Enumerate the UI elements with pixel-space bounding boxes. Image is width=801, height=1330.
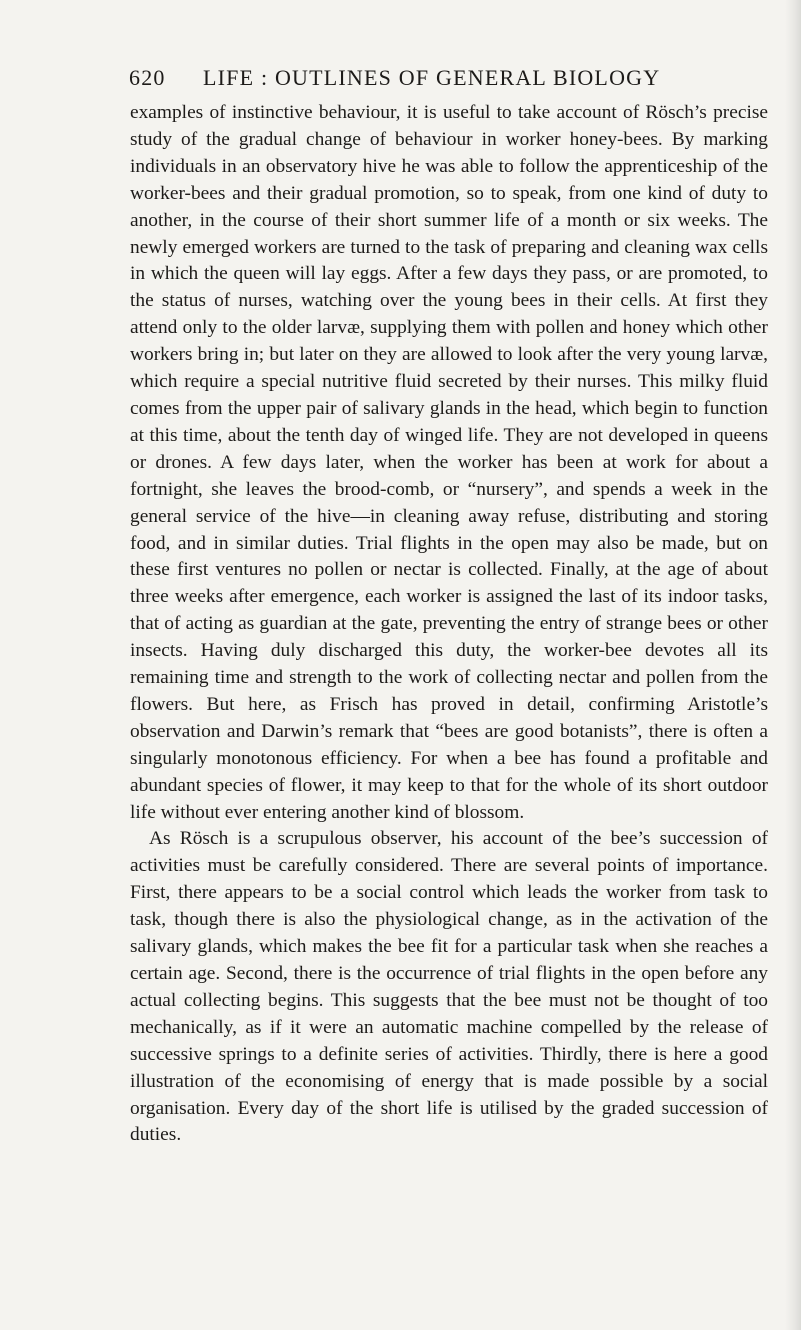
paragraph-rosch-study: examples of instinctive behaviour, it is useful to take account of Rösch’s precise study of the gradual change of behaviour in worker honey-bees. By marking individuals in an observatory hive he was able to follow the apprenticeship of the worker-bees and their gradual promotion, so to speak, from one kind of duty to another, in the course of their short summer life of a month or six weeks. The newly emerged workers are turned to the task of preparing and cleaning wax cells in which the queen will lay eggs. After a few days they pass, or are promoted, to the status of nurses, watching over the young bees in their cells. At first they attend only to the older larvæ, supplying them with pollen and honey which other workers bring in; but later on they are allowed to look after the very young larvæ, which require a special nutritive fluid secreted by their nurses. This milky fluid comes from the upper pair of salivary glands in the head, which begin to function at this time, about the tenth day of winged life. They are not developed in queens or drones. A few days later, when the worker has been at work for about a fortnight, she leaves the brood-comb, or “nursery”, and spends a week in the general service of the hive—in cleaning away refuse, distributing and storing food, and in similar duties. Trial flights in the open may also be made, but on these first ventures no pollen or nectar is collected. Finally, at the age of about three weeks after emergence, each worker is assigned the last of its indoor tasks, that of acting as guardian at the gate, preventing the entry of strange bees or other insects. Having duly discharged this duty, the worker-bee devotes all its remaining time and strength to the work of collecting nectar and pollen from the flowers. But here, as Frisch has proved in detail, confirming Aristotle’s observation and Darwin’s remark that “bees are good botanists”, there is often a singularly monotonous efficiency. For when a bee has found a profitable and abundant species of flower, it may keep to that for the whole of its short outdoor life without ever entering another kind of blossom. xyxy=(130,102,768,823)
running-title: LIFE : OUTLINES OF GENERAL BIOLOGY xyxy=(203,65,661,90)
page-edge-shadow xyxy=(785,0,801,1330)
paragraph-importance: As Rösch is a scrupulous observer, his account of the bee’s succession of activities must be carefully considered. There are several points of importance. First, there appears to be a social control which leads the worker from task to task, though there is also the physiological change, as in the activation of the salivary glands, which makes the bee fit for a particular task when she reaches a certain age. Second, there is the occurrence of trial flights in the open before any actual collecting begins. This suggests that the bee must not be thought of too mechanically, as if it were an automatic machine compelled by the release of successive springs to a definite series of activities. Thirdly, there is here a good illustration of the economising of energy that is made possible by a social organisation. Every day of the short life is utilised by the graded succession of duties. xyxy=(130,828,768,1146)
running-header xyxy=(129,65,769,93)
body-text xyxy=(130,100,768,1149)
page-number: 620 xyxy=(129,65,166,90)
